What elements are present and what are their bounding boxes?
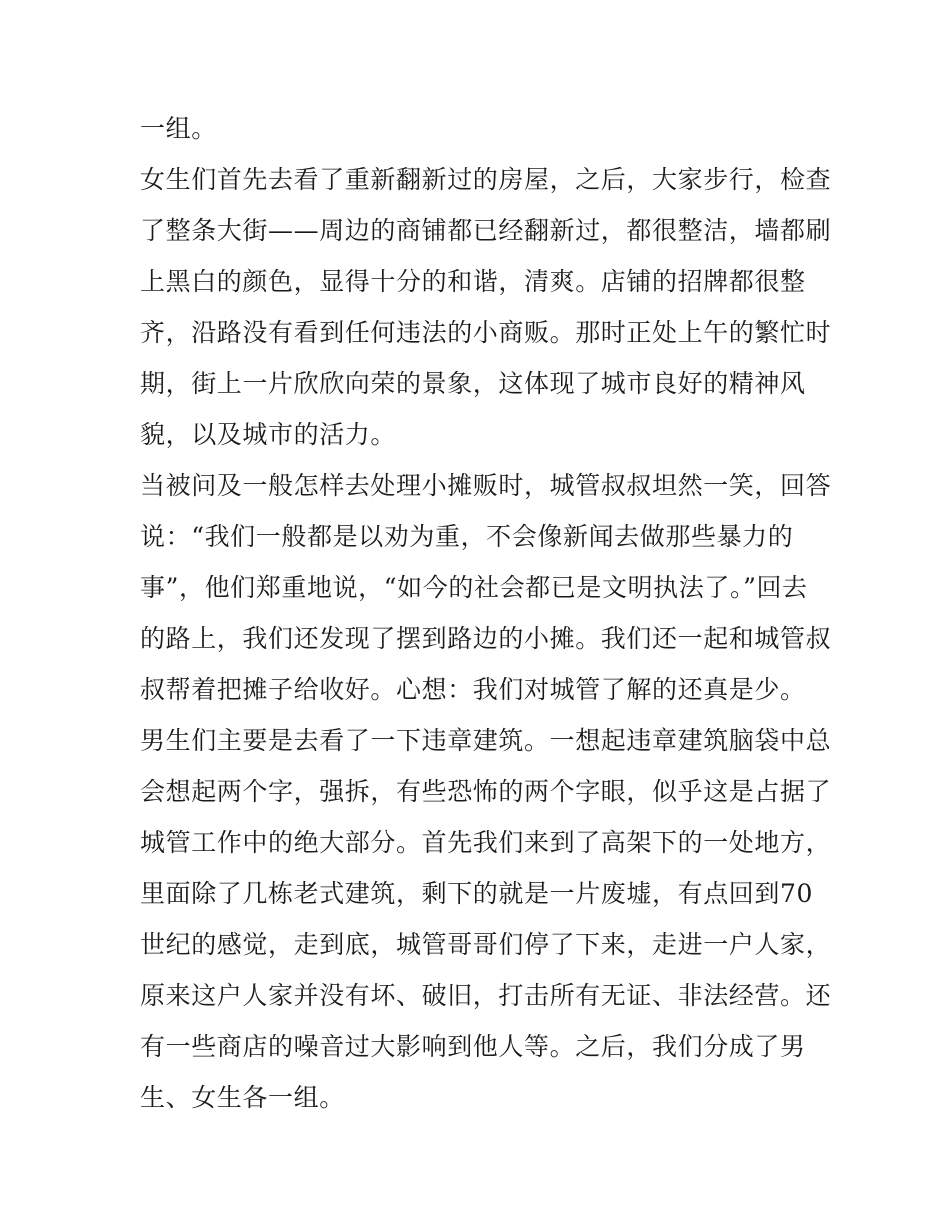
text-line: 齐，沿路没有看到任何违法的小商贩。那时正处上午的繁忙时 bbox=[140, 318, 832, 347]
text-line: 事”，他们郑重地说，“如今的社会都已是文明执法了。”回去 bbox=[140, 573, 808, 602]
text-line: 有一些商店的噪音过大影响到他人等。之后，我们分成了男 bbox=[140, 1032, 806, 1061]
text-line: 上黑白的颜色，显得十分的和谐，清爽。店铺的招牌都很整 bbox=[140, 267, 806, 296]
text-line: 原来这户人家并没有坏、破旧，打击所有无证、非法经营。还 bbox=[140, 981, 832, 1010]
text-line: 男生们主要是去看了一下违章建筑。一想起违章建筑脑袋中总 bbox=[140, 726, 832, 755]
text-line: 世纪的感觉，走到底，城管哥哥们停了下来，走进一户人家， bbox=[140, 930, 832, 959]
text-line: 城管工作中的绝大部分。首先我们来到了高架下的一处地方， bbox=[140, 828, 832, 857]
text-line: 女生们首先去看了重新翻新过的房屋，之后，大家步行，检查 bbox=[140, 165, 832, 194]
text-line: 当被问及一般怎样去处理小摊贩时，城管叔叔坦然一笑，回答 bbox=[140, 471, 832, 500]
text-line: 期，街上一片欣欣向荣的景象，这体现了城市良好的精神风 bbox=[140, 369, 806, 398]
text-line: 说：“我们一般都是以劝为重，不会像新闻去做那些暴力的 bbox=[140, 522, 794, 551]
document-body bbox=[140, 103, 832, 1123]
text-line: 的路上，我们还发现了摆到路边的小摊。我们还一起和城管叔 bbox=[140, 624, 832, 653]
text-line: 一组。 bbox=[140, 114, 217, 143]
text-line: 生、女生各一组。 bbox=[140, 1083, 345, 1112]
text-line: 貌，以及城市的活力。 bbox=[140, 420, 397, 449]
text-line: 里面除了几栋老式建筑，剩下的就是一片废墟，有点回到70 bbox=[140, 879, 814, 908]
text-line: 了整条大街——周边的商铺都已经翻新过，都很整洁，墙都刷 bbox=[140, 216, 832, 245]
text-line: 叔帮着把摊子给收好。心想：我们对城管了解的还真是少。 bbox=[140, 675, 806, 704]
text-line: 会想起两个字，强拆，有些恐怖的两个字眼，似乎这是占据了 bbox=[140, 777, 832, 806]
